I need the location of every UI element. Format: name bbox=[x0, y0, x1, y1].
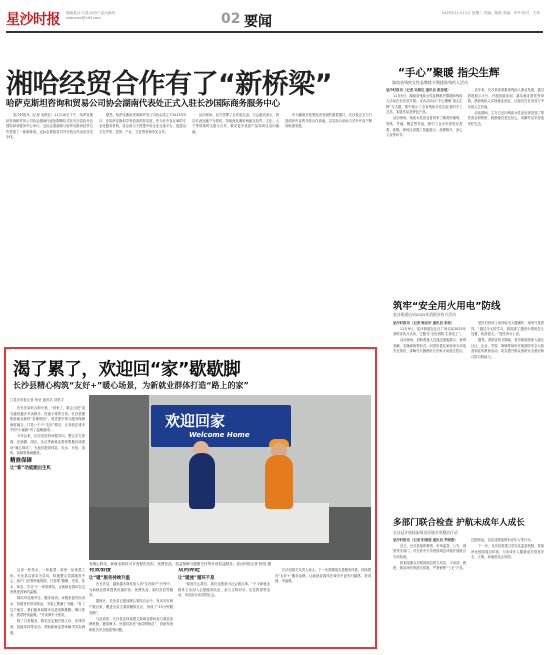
feature-deck: 长沙县精心构筑“友好+”暖心场景，为新就业群体打造“路上的家” bbox=[13, 381, 249, 390]
feature-byline: □星沙时报记者 杨莹 通讯员 刘思宇 bbox=[10, 398, 64, 402]
sign-english-text: Welcome Home bbox=[189, 431, 250, 439]
feature-paragraph: 驿站内设施齐全，服务周到。冰箱里备有饮用水，药箱里有常用药品，书架上摆满了书籍。“有了这个地方，我们跑单间隙可以进来歇歇脚，喝口热水，感觉特别温暖。”外卖骑手小张说。 bbox=[10, 596, 85, 618]
side3-deck: 长沙县开展校园周边环境专项整治行动 bbox=[393, 530, 458, 535]
feature-paragraph: 这里一杯热水，一张板凳；那里一处休憩之所。长沙县以需求为导向，积极整合党群服务中心、商户门店等阵地资源，打造集“歇脚、充电、饮水、休息、学习”于一体的驿站，让新就业群体在这里感受到家的温暖。 bbox=[10, 568, 85, 595]
side2-paragraph: 11月9日，星沙街道在社区广场启动2025年消防宣传月活动，主题为“全民消防 生命至上”。 bbox=[393, 326, 466, 337]
side2-body bbox=[393, 321, 544, 501]
side1-paragraph: 活动现场，残疾女性创业者带来了精美的湘绣、剪纸、竹编、陶艺等作品，吸引了众多市民驻足观看、选购。现场还设置了技能展示、品牌推介、爱心义卖等环节。 bbox=[386, 116, 463, 138]
side1-deck: 湖南省残疾女性品牌推介暨援助残疾人活动 bbox=[392, 80, 468, 85]
section-heading: 双向奔赴 bbox=[178, 568, 201, 573]
feature-col1 bbox=[10, 568, 85, 646]
staff-person bbox=[189, 453, 215, 509]
section-subheading: 让“暖流”循环不息 bbox=[178, 575, 215, 581]
lead-paragraph: 活动现场，双方签署了合作备忘录。与会嘉宾表示，将以代表处落户为契机，持续深化湘哈两地在经贸、文化、人才等领域的交流与合作，推动更多优质产品和项目双向落地。 bbox=[192, 113, 279, 134]
feature-col2 bbox=[89, 568, 173, 646]
side3-paragraph: 近日，长沙县组织教育、市场监管、公安、城管等多部门，对全县中小学校园周边环境开展联合专项检查。 bbox=[393, 543, 466, 559]
side1-paragraph: 近年来，长沙县高度重视残疾人事业发展，通过搭建展示平台、开展技能培训、落实就业帮扶等举措，帮助残疾人实现就业创业，让他们在自食其力中实现人生价值。 bbox=[467, 88, 544, 109]
lead-deck: 哈萨克斯坦咨询和贸易公司协会湖南代表处正式入驻长沙国际商务服务中心 bbox=[6, 99, 280, 109]
side1-byline: 星沙时报讯（记者 吴树红 通讯员 彭思瑶） bbox=[386, 88, 451, 92]
feature-col3 bbox=[178, 568, 270, 646]
photo-caption: 有暖心驿站，新就业群体可享受餐饮折扣、免费饮品、权益保障与健康关怀等多项权益服务。星沙时报记者 杨莹 摄 bbox=[89, 562, 271, 566]
logo-subtitle: 湖南星沙·与星沙同行 星沙新闻 xsbnews@163.com bbox=[66, 11, 116, 20]
side1-headline: “手心”聚暖 指尖生辉 bbox=[398, 67, 500, 79]
side2-headline: 筑牢“安全用火用电”防线 bbox=[393, 301, 501, 312]
feature-paragraph: 与此同时，长沙县还探索建立新就业群体参与基层治理机制，邀请骑手、快递员担任“流动网格员”，协助发现和报告安全隐患等问题。 bbox=[89, 616, 173, 632]
lead-paragraph: 作为湖南开放型经济发展的重要窗口，长沙县正全力打造面向中亚的开放合作高地，以实际行动助力对外开放不断向纵深发展。 bbox=[285, 113, 372, 129]
feature-paragraph: 在长沙县，越来越多商家加入到“友好商户”行列中，为新就业群体提供优惠折扣、免费饮品、临时存放等服务。 bbox=[89, 582, 173, 598]
feature-paragraph: 除了日常服务，驿站还定期开展义诊、法律咨询、技能培训等活动，帮助新就业群体解决实际困难。 bbox=[10, 619, 85, 635]
counter-table bbox=[149, 503, 329, 543]
feature-paragraph: 在长沙县的大街小巷，“到家了，歇会儿吧”成为越来越多外卖骑手、快递小哥的日常。长沙县聚焦新就业群体“急难愁盼”，将党建引领与服务保障深度融合，打造一个个“友好”驿站，让奔波在城市中的“小蜜蜂”有了温暖港湾。 bbox=[10, 406, 85, 433]
sign-chinese-text: 欢迎回家 bbox=[165, 412, 226, 430]
side3-body bbox=[393, 538, 544, 650]
feature-paragraph: “政府关心我们，我们也愿意为社会做点事。”不少新就业群体主动加入志愿服务队伍，参与文明劝导、应急救援等活动，用实际行动回馈社会。 bbox=[178, 582, 270, 598]
side1-paragraph: 11月9日，湖南省残疾女性品牌推介暨援助残疾人活动在长沙县开幕。本次活动以“手心聚暖 指尖生辉”为主题，集中展示了全省残疾女性创业者的手工艺品、非遗作品及特色产品。 bbox=[386, 93, 463, 115]
side3-paragraph: 下一步，长沙县将建立常态化监管机制，持续净化校园周边环境，为未成年人健康成长营造安全、文明、和谐的社会氛围。 bbox=[471, 544, 544, 560]
page-number: 02 bbox=[221, 11, 241, 27]
section-subheading: 让“暖”服务持续升温 bbox=[89, 575, 130, 581]
feature-paragraph: 长沙县相关负责人表示，下一步将继续完善服务体系，持续擦亮“友好+”服务品牌，让新就业群体在城市中更有归属感、获得感、幸福感。 bbox=[275, 568, 371, 584]
side2-paragraph: 居民们纷纷上前体验灭火器操作，现场气氛热烈。“通过今天的学习，我知道了遇到火情该怎么处置，收获很大。”居民李女士说。 bbox=[471, 321, 544, 337]
section-title: 要闻 bbox=[244, 14, 272, 30]
courier-person bbox=[265, 455, 293, 509]
date-line: 2025年11月11日 星期二 责编：陈凯 美编：李丹 校对：王琦 bbox=[441, 11, 540, 15]
side3-paragraph: 检查组重点对校园周边的文具店、小卖部、网吧、娱乐场所等进行排查，严查销售“三无”产品、过期食品，以及违规接纳未成年人等行为。 bbox=[393, 538, 534, 571]
lead-headline: 湘哈经贸合作有了“新桥梁” bbox=[6, 69, 332, 100]
side2-paragraph: 据悉，消防宣传月期间，星沙街道将深入辖区社区、企业、学校、商铺等场所开展消防安全大检查和宣传教育活动，切实提升群众消防安全意识和自防自救能力。 bbox=[471, 338, 544, 360]
feature-photo bbox=[89, 395, 371, 560]
newspaper-logo: 星沙时报 bbox=[6, 12, 60, 28]
side2-byline: 星沙时报讯（记者 韩东轩 通讯员 李亮） bbox=[393, 321, 455, 325]
lead-paragraph: 据悉，哈萨克斯坦咨询和贸易公司协会成立于2015年5月，在哈萨克斯坦享有较高的知名度。作为在中亚区域的专业化服务机构，协会致力于搭建中哈企业交流平台，促进双方在贸易、投资、产业、文化等领域务实合作。 bbox=[99, 113, 186, 134]
feature-intro bbox=[10, 398, 85, 558]
side3-byline: 星沙时报讯（记者 阳瑶瑶 通讯员 罗晓燕） bbox=[393, 538, 458, 542]
section-heading: 有效衔接 bbox=[89, 568, 112, 573]
side1-body bbox=[386, 88, 544, 258]
side3-headline: 多部门联合检查 护航未成年人成长 bbox=[393, 518, 525, 528]
side1-paragraph: 活动期间，主办方还向残疾女性创业者发放了帮扶资金和物资，鼓励她们坚定信心，用勤劳双手创造美好生活。 bbox=[467, 110, 544, 127]
section-subheading: 让“新”动能跑出生机 bbox=[10, 466, 51, 472]
feature-headline: 渴了累了，欢迎回“家”歇歇脚 bbox=[13, 360, 241, 380]
feature-paragraph: 据统计，长沙县已建成暖心驿站百余个，发动友好商户数百家，覆盖全县主要商圈和社区，形成了“15分钟服务圈”。 bbox=[89, 599, 173, 615]
section-heading: 精准保障 bbox=[10, 457, 33, 464]
lead-paragraph: 星沙时报讯（记者 吴树红）11月10日下午，哈萨克斯坦咨询和贸易公司协会湖南代表处揭牌仪式在长沙县经开区国际商务服务中心举行。这标志着湖南与哈萨克斯坦经贸合作搭建了一座新桥梁，也标志着我县对外开放合作迈出坚实步伐。 bbox=[6, 113, 93, 140]
lead-body bbox=[6, 113, 372, 339]
top-rule bbox=[6, 31, 543, 33]
side2-paragraph: 活动现场，消防救援人员通过展板展示、案例讲解、实操演练等形式，向居民普及家庭用火用电安全知识，讲解灭火器使用方法和火场逃生技巧。 bbox=[393, 338, 466, 354]
feature-col4 bbox=[275, 568, 371, 646]
feature-paragraph: 今年以来，长沙县坚持问题导向，整合各方资源，在商圈、园区、社区等新就业群体集聚区域建设“暖心驿站”，为他们提供休息、饮水、充电、加热、如厕等基础服务。 bbox=[10, 434, 85, 456]
side2-deck: 星沙街道启动2025年消防宣传月活动 bbox=[393, 312, 456, 317]
